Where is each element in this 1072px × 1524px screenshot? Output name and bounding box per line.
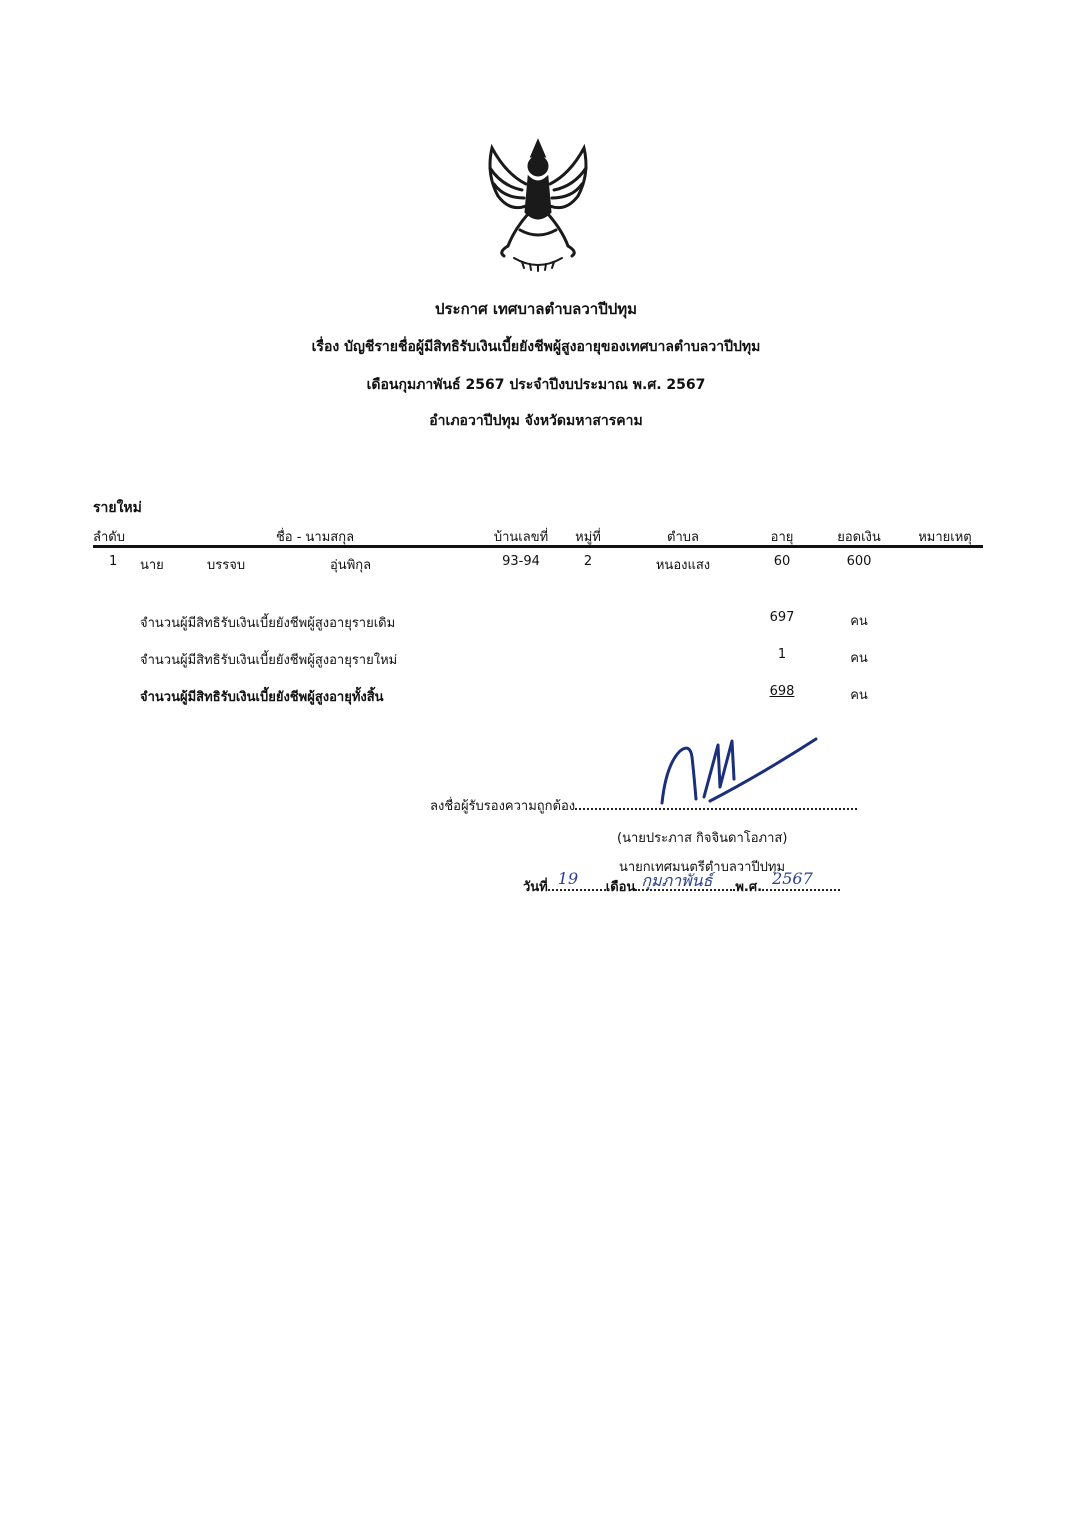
announcement-subject: เรื่อง บัญชีรายชื่อผู้มีสิทธิรับเงินเบี้ยยังชีพผู้สูงอายุของเทศบาลตำบลวาปีปทุม [311, 339, 761, 355]
col-header-age: อายุ [770, 530, 794, 545]
col-header-name: ชื่อ - นามสกุล [275, 530, 355, 545]
row-first-name: บรรจบ [207, 558, 246, 573]
row-amount: 600 [846, 554, 872, 569]
col-header-amount: ยอดเงิน [837, 530, 881, 545]
signer-position: นายกเทศมนตรีตำบลวาปีปทุม [619, 860, 786, 875]
section-label: รายใหม่ [93, 500, 142, 516]
announcement-location: อำเภอวาปีปทุม จังหวัดมหาสารคาม [429, 413, 643, 429]
row-age: 60 [773, 554, 791, 569]
signer-name: (นายประภาส กิจจินดาโอภาส) [617, 831, 788, 846]
col-header-no: ลำดับ [93, 530, 125, 545]
row-tambon: หนองแสง [655, 558, 711, 573]
announcement-period: เดือนกุมภาพันธ์ 2567 ประจำปีงบประมาณ พ.ศ. 2567 [366, 377, 706, 393]
summary-unit-new: คน [850, 651, 868, 666]
summary-value-new: 1 [777, 647, 787, 662]
row-last-name: อุ่นพิกุล [330, 558, 372, 573]
row-prefix: นาย [140, 558, 164, 573]
row-no: 1 [109, 554, 118, 569]
row-house-no: 93-94 [502, 554, 540, 569]
summary-value-total: 698 [769, 684, 795, 699]
summary-label-existing: จำนวนผู้มีสิทธิรับเงินเบี้ยยังชีพผู้สูงอายุรายเดิม [140, 616, 396, 631]
announcement-title: ประกาศ เทศบาลตำบลวาปีปทุม [434, 300, 638, 318]
date-month-handwritten: กุมภาพันธ์ [641, 871, 713, 890]
summary-value-existing: 697 [769, 610, 795, 625]
certify-line [430, 795, 857, 816]
col-header-moo: หมู่ที่ [575, 530, 601, 545]
date-year-handwritten: 2567 [772, 869, 813, 888]
date-year-label: พ.ศ. [735, 880, 763, 895]
row-moo: 2 [583, 554, 593, 569]
summary-unit-existing: คน [850, 614, 868, 629]
table-header-rule [93, 545, 983, 548]
col-header-remark: หมายเหตุ [918, 530, 972, 545]
col-header-house-no: บ้านเลขที่ [493, 530, 549, 545]
date-day-label: วันที่ [523, 880, 548, 895]
signature-date [523, 869, 840, 897]
col-header-tambon: ตำบล [667, 530, 699, 545]
garuda-emblem-icon [478, 134, 598, 276]
summary-label-new: จำนวนผู้มีสิทธิรับเงินเบี้ยยังชีพผู้สูงอายุรายใหม่ [140, 653, 398, 668]
certify-label: ลงชื่อผู้รับรองความถูกต้อง [430, 799, 576, 814]
date-day-handwritten: 19 [557, 869, 579, 888]
date-month-label: เดือน [605, 880, 636, 895]
summary-label-total: จำนวนผู้มีสิทธิรับเงินเบี้ยยังชีพผู้สูงอายุทั้งสิ้น [140, 690, 384, 705]
signature-dotted-line [575, 796, 857, 810]
summary-unit-total: คน [850, 688, 868, 703]
